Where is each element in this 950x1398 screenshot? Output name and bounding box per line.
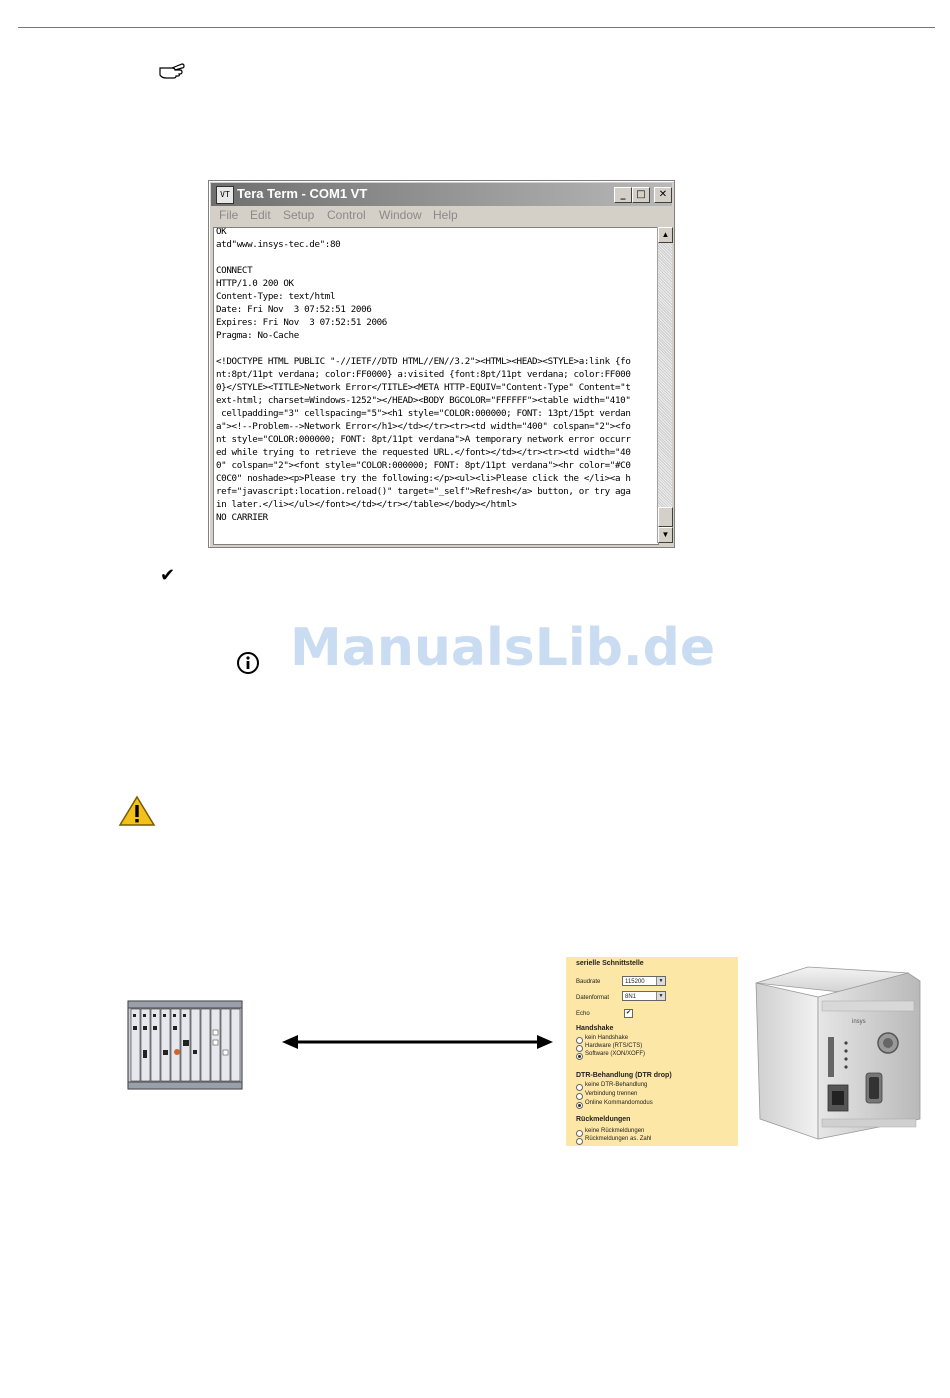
radio-label: kein Handshake	[585, 1035, 629, 1041]
terminal-line: 0" colspan="2"><font style="COLOR:000000; FONT: 8pt/11pt verdana"><hr color="#C0	[216, 460, 631, 471]
double-arrow-icon	[280, 1030, 555, 1054]
section-feedback: Rückmeldungen	[576, 1116, 631, 1123]
menu-window[interactable]: Window	[379, 208, 422, 222]
terminal-line: Pragma: No-Cache	[216, 330, 299, 341]
radio-dtr-0[interactable]	[576, 1084, 583, 1091]
serial-config-panel	[566, 957, 738, 1146]
terminal-line: atd"www.insys-tec.de":80	[216, 239, 341, 250]
radio-handshake-1[interactable]	[576, 1045, 583, 1052]
device-brand: insys	[852, 1019, 866, 1025]
radio-feedback-1[interactable]	[576, 1138, 583, 1145]
chevron-down-icon: ▼	[656, 977, 665, 985]
terminal-line: C0C0" noshade><p>Please try the following:</p><ul><li>Please click the </li><a h	[216, 473, 631, 484]
scroll-up-arrow-icon[interactable]: ▲	[658, 227, 673, 243]
radio-label: Verbindung trennen	[585, 1091, 638, 1097]
radio-dtr-2[interactable]	[576, 1102, 583, 1109]
section-dtr: DTR-Behandlung (DTR drop)	[576, 1072, 672, 1079]
radio-label: Rückmeldungen as. Zahl	[585, 1136, 652, 1142]
menu-file[interactable]: File	[219, 208, 239, 222]
terminal-line: NO CARRIER	[216, 512, 268, 523]
menu-edit[interactable]: Edit	[250, 208, 271, 222]
radio-label: keine Rückmeldungen	[585, 1128, 645, 1134]
terminal-line: Expires: Fri Nov 3 07:52:51 2006	[216, 317, 387, 328]
terminal-line: a"><!--Problem-->Network Error</h1></td></tr><tr><td width="400" colspan="2"><fo	[216, 421, 631, 432]
tera-term-window	[208, 180, 675, 548]
menu-control[interactable]: Control	[327, 208, 366, 222]
terminal-line: Date: Fri Nov 3 07:52:51 2006	[216, 304, 372, 315]
terminal-line: 0}</STYLE><TITLE>Network Error</TITLE><META HTTP-EQUIV="Content-Type" Content="t	[216, 382, 631, 393]
format-select[interactable]	[622, 991, 666, 1001]
terminal-line: ed while trying to retrieve the requested URL.</font></td></tr><tr><td width="40	[216, 447, 631, 458]
format-label: Datenformat	[576, 995, 610, 1001]
info-icon	[236, 651, 260, 675]
terminal-line: nt:8pt/11pt verdana; color:FF0000} a:visited {font:8pt/11pt verdana; color:FF000	[216, 369, 631, 380]
radio-label: keine DTR-Behandlung	[585, 1082, 648, 1088]
maximize-button[interactable]: □	[632, 187, 650, 203]
baud-select[interactable]	[622, 976, 666, 986]
section-serial: serielle Schnittstelle	[576, 960, 644, 967]
radio-handshake-0[interactable]	[576, 1037, 583, 1044]
vertical-scrollbar[interactable]	[657, 227, 672, 543]
menu-help[interactable]: Help	[433, 208, 458, 222]
terminal-output[interactable]	[213, 227, 659, 545]
radio-dtr-1[interactable]	[576, 1093, 583, 1100]
title-bar[interactable]	[211, 183, 672, 206]
terminal-line: cellpadding="3" cellspacing="5"><h1 style="COLOR:000000; FONT: 13pt/15pt verdan	[216, 408, 631, 419]
menu-bar	[211, 206, 672, 226]
baud-label: Baudrate	[576, 979, 601, 985]
window-title: Tera Term - COM1 VT	[237, 186, 368, 201]
terminal-line: <!DOCTYPE HTML PUBLIC "-//IETF//DTD HTML//EN//3.2"><HTML><HEAD><STYLE>a:link {fo	[216, 356, 631, 367]
baud-value: 115200	[625, 979, 645, 985]
scroll-down-arrow-icon[interactable]: ▼	[658, 527, 673, 543]
menu-setup[interactable]: Setup	[283, 208, 315, 222]
terminal-line: ext-html; charset=Windows-1252"></HEAD><BODY BGCOLOR="FFFFFF"><table width="410"	[216, 395, 631, 406]
terminal-line: Content-Type: text/html	[216, 291, 336, 302]
checkmark-icon: ✔	[160, 565, 176, 586]
pointing-hand-icon	[158, 60, 186, 80]
minimize-button[interactable]: _	[614, 187, 632, 203]
watermark: ManualsLib.de	[290, 618, 716, 678]
terminal-line: in later.</li></ul></font></td></tr></table></body></html>	[216, 499, 517, 510]
echo-label: Echo	[576, 1011, 590, 1017]
scroll-thumb[interactable]	[658, 507, 673, 527]
section-handshake: Handshake	[576, 1025, 614, 1032]
app-icon: VT	[216, 186, 234, 204]
echo-checkbox[interactable]: ✔	[625, 1010, 632, 1016]
radio-feedback-0[interactable]	[576, 1130, 583, 1137]
close-button[interactable]: ✕	[654, 187, 672, 203]
terminal-line: CONNECT	[216, 265, 253, 276]
radio-label: Online Kommandomodus	[585, 1100, 653, 1106]
format-value: 8N1	[625, 994, 637, 1000]
warning-icon	[118, 795, 156, 827]
insys-modem-device-image	[748, 963, 936, 1143]
chevron-down-icon: ▼	[656, 992, 665, 1000]
top-rule	[18, 27, 935, 28]
terminal-line: ref="javascript:location.reload()" target="_self">Refresh</a> button, or try aga	[216, 486, 631, 497]
radio-label: Software (XON/XOFF)	[585, 1051, 646, 1057]
radio-label: Hardware (RTS/CTS)	[585, 1043, 643, 1049]
radio-handshake-2[interactable]	[576, 1053, 583, 1060]
terminal-line: nt style="COLOR:000000; FONT: 8pt/11pt verdana">A temporary network error occurr	[216, 434, 631, 445]
terminal-line: OK	[216, 227, 227, 237]
rack-system-icon	[127, 1000, 243, 1090]
terminal-line: HTTP/1.0 200 OK	[216, 278, 294, 289]
